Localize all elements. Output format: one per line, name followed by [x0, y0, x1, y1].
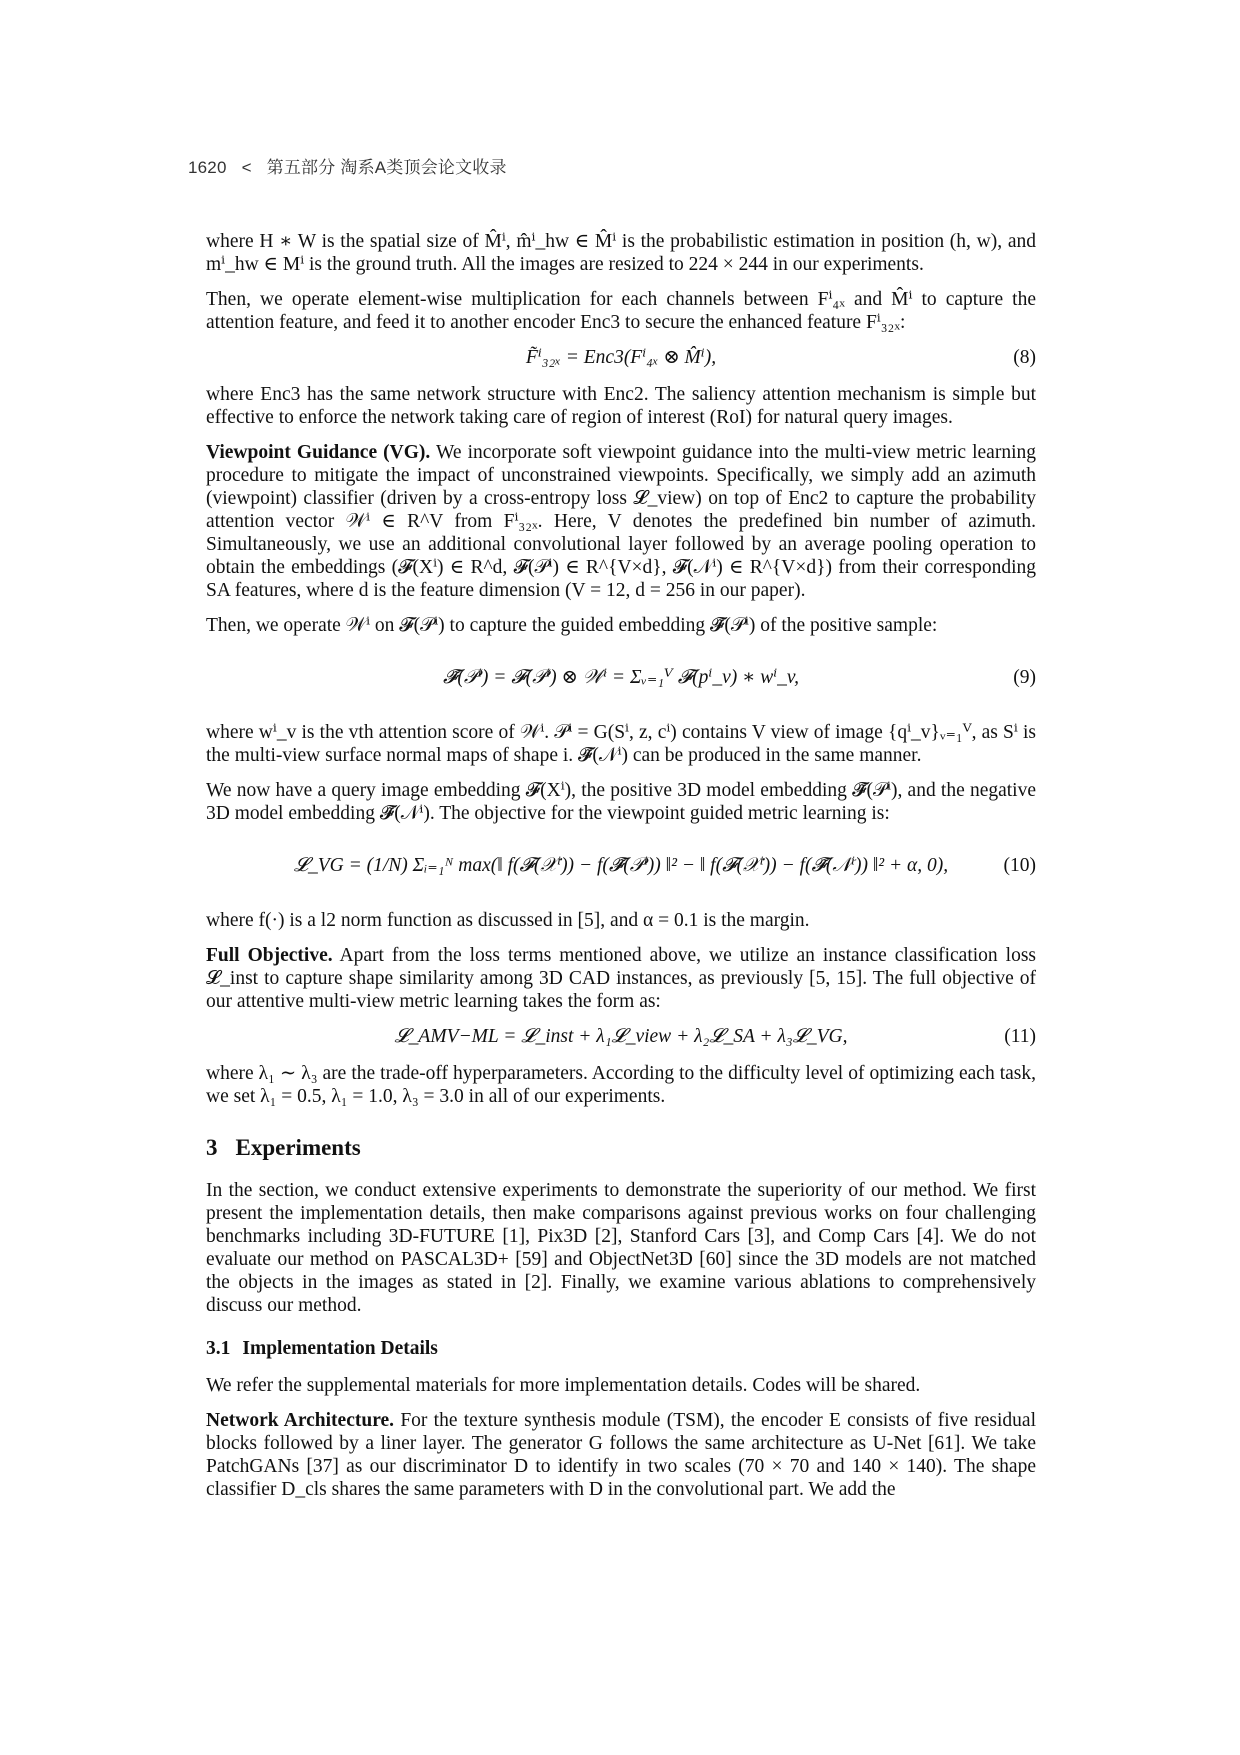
paragraph: We refer the supplemental materials for more implementation details. Codes will be shared.: [206, 1375, 921, 1396]
paragraph-text: For the texture synthesis module (TSM), the encoder E consists of five residual blocks followed by a liner layer. The generator G follows the same architecture as U-Net [61]. We take PatchGANs [37] as our discriminator D to identify in two scales (70 × 70 and 140 × 140). The shape classifier D_cls shares the same parameters with D in the convolutional part. We add the: [206, 1410, 1037, 1500]
paragraph-heading: Network Architecture.: [206, 1410, 395, 1431]
section-number: 3: [206, 1135, 218, 1160]
paragraph: [206, 944, 1036, 1013]
subsection-number: 3.1: [206, 1338, 231, 1359]
paragraph: where H ∗ W is the spatial size of M̂ⁱ, m̂ⁱ_hw ∈ M̂ⁱ is the probabilistic estimation in position (h, w), and mⁱ_hw ∈ Mⁱ is the ground truth. All the images are resized to 224 × 244 in our experiments.: [206, 231, 1036, 275]
page-header: [188, 153, 517, 178]
equation-9: [206, 649, 1036, 707]
equation-body: 𝓛_AMV−ML = 𝓛_inst + λ₁𝓛_view + λ₂𝓛_SA + λ₃𝓛_VG,: [394, 1026, 848, 1047]
equation-number: (8): [1013, 347, 1036, 368]
equation-10: [206, 837, 1036, 895]
section-heading: [206, 1136, 1036, 1159]
paragraph: [206, 1409, 1036, 1501]
equation-11: [206, 1025, 1036, 1048]
paragraph: Then, we operate element-wise multiplication for each channels between Fⁱ₄ₓ and M̂ⁱ to capture the attention feature, and feed it to another encoder Enc3 to secure the enhanced feature Fⁱ₃₂ₓ:: [206, 289, 1036, 333]
paragraph: where wⁱ_v is the vth attention score of 𝒲ⁱ. 𝒫ⁱ = G(Sⁱ, z, cⁱ) contains V view of image {qⁱ_v}ᵥ₌₁ⱽ, as Sⁱ is the multi-view surface normal maps of shape i. 𝓕̃(𝒩ⁱ) can be produced in the same manner.: [206, 722, 1036, 766]
paragraph-heading: Viewpoint Guidance (VG).: [206, 442, 431, 463]
equation-body: F̃ⁱ₃₂ₓ = Enc3(Fⁱ₄ₓ ⊗ M̂ⁱ),: [525, 347, 717, 368]
paragraph: We now have a query image embedding 𝓕(Xⁱ), the positive 3D model embedding 𝓕̃(𝒫ⁱ), and the negative 3D model embedding 𝓕̃(𝒩ⁱ). The objective for the viewpoint guided metric learning is:: [206, 780, 1036, 824]
subsection-heading: [206, 1337, 1036, 1360]
paragraph: [206, 441, 1036, 602]
paragraph-text: We incorporate soft viewpoint guidance into the multi-view metric learning procedure to mitigate the impact of unconstrained viewpoints. Specifically, we simply add an azimuth (viewpoint) classifier (driven by a cross-entropy loss 𝓛_view) on top of Enc2 to capture the probability attention vector 𝒲ⁱ ∈ R^V from Fⁱ₃₂ₓ. Here, V denotes the predefined bin number of azimuth. Simultaneously, we use an additional convolutional layer followed by an average pooling operation to obtain the embeddings (𝓕(Xⁱ) ∈ R^d, 𝓕(𝒫ⁱ) ∈ R^{V×d}, 𝓕(𝒩ⁱ) ∈ R^{V×d}) from their corresponding SA features, where d is the feature dimension (V = 12, d = 256 in our paper).: [206, 442, 1036, 601]
subsection-title: Implementation Details: [242, 1338, 438, 1359]
equation-8: [206, 346, 1036, 369]
equation-number: (10): [1003, 855, 1036, 876]
equation-number: (9): [1013, 667, 1036, 688]
paragraph: where λ₁ ∼ λ₃ are the trade-off hyperparameters. According to the difficulty level of optimizing each task, we set λ₁ = 0.5, λ₁ = 1.0, λ₃ = 3.0 in all of our experiments.: [206, 1063, 1036, 1107]
header-separator: <: [241, 158, 252, 177]
paragraph-heading: Full Objective.: [206, 945, 333, 966]
paragraph: where f(·) is a l2 norm function as discussed in [5], and α = 0.1 is the margin.: [206, 910, 810, 931]
header-section-title: 第五部分 淘系A类顶会论文收录: [266, 158, 507, 177]
paragraph: where Enc3 has the same network structure with Enc2. The saliency attention mechanism is simple but effective to enforce the network taking care of region of interest (RoI) for natural query images.: [206, 384, 1036, 428]
paragraph: Then, we operate 𝒲ⁱ on 𝓕(𝒫ⁱ) to capture the guided embedding 𝓕̃(𝒫ⁱ) of the positive sample:: [206, 615, 938, 636]
equation-body: 𝓕̃(𝒫ⁱ) = 𝓕(𝒫ⁱ) ⊗ 𝒲ⁱ = Σᵥ₌₁ⱽ 𝓕(pⁱ_v) ∗ wⁱ_v,: [442, 667, 800, 688]
paragraph-text: Apart from the loss terms mentioned above, we utilize an instance classification loss 𝓛_inst to capture shape similarity among 3D CAD instances, as previously [5, 15]. The full objective of our attentive multi-view metric learning takes the form as:: [206, 945, 1036, 1012]
section-title: Experiments: [235, 1135, 361, 1160]
equation-body: 𝓛_VG = (1/N) Σᵢ₌₁ᴺ max(‖ f(𝓕(𝒳ⁱ)) − f(𝓕̃(𝒫ⁱ)) ‖² − ‖ f(𝓕(𝒳ⁱ)) − f(𝓕̃(𝒩ⁱ)) ‖² + α, 0),: [293, 855, 949, 876]
equation-number: (11): [1004, 1026, 1036, 1047]
page-body: [206, 230, 1036, 1513]
paragraph: In the section, we conduct extensive experiments to demonstrate the superiority of our method. We first present the implementation details, then make comparisons against previous works on four challenging benchmarks including 3D-FUTURE [1], Pix3D [2], Stanford Cars [3], and Comp Cars [4]. We do not evaluate our method on PASCAL3D+ [59] and ObjectNet3D [60] since the 3D models are not matched the objects in the images as stated in [2]. Finally, we examine various ablations to comprehensively discuss our method.: [206, 1180, 1036, 1316]
page-number: 1620: [188, 158, 227, 177]
